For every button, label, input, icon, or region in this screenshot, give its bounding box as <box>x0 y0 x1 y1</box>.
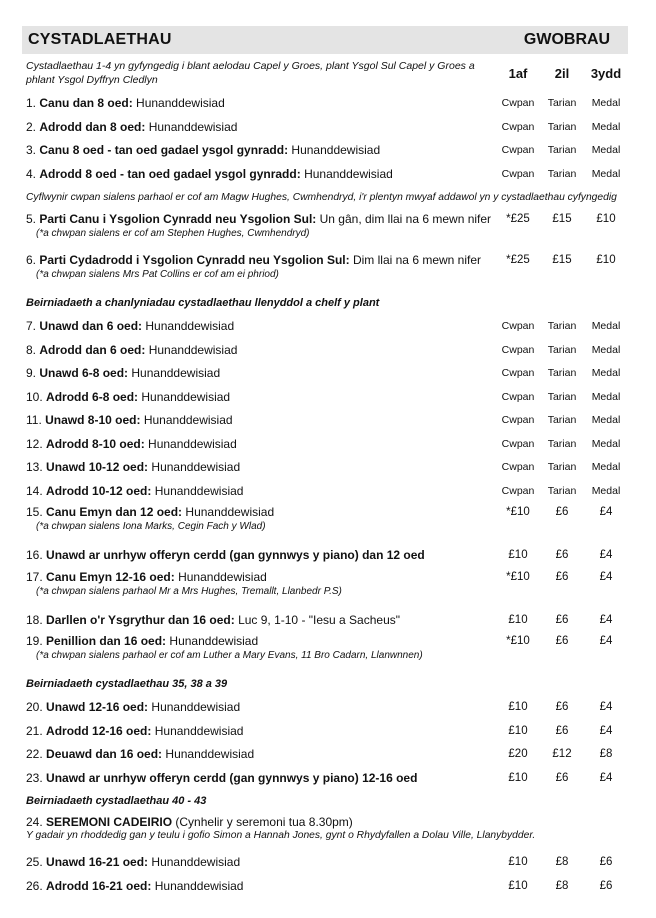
group-restricted <box>22 92 628 186</box>
prize-second: £6 <box>555 613 569 626</box>
prizes-heading: GWOBRAU <box>523 31 611 48</box>
competition-row <box>22 544 628 568</box>
competition-detail <box>26 120 496 135</box>
prize-third: Medal <box>591 437 621 450</box>
competition-piece: Hunanddewisiad <box>148 436 237 451</box>
competition-row <box>22 767 628 791</box>
trophy-note: (*a chwpan sialens Mrs Pat Collins er cof am ei phriod) <box>36 269 279 280</box>
dedication-note: Cyflwynir cwpan sialens parhaol er cof am Magw Hughes, Cwmhendryd, i'r plentyn mwyaf addawol yn y cystadlaethau cyfyngedig <box>26 192 617 203</box>
prize-third: Medal <box>591 414 621 427</box>
competition-row <box>22 875 628 899</box>
competition-name: Unawd 8-10 oed: <box>45 413 141 428</box>
competition-piece: Hunanddewisiad <box>141 389 231 404</box>
prize-first: £10 <box>508 613 528 626</box>
prize-third: £4 <box>599 570 613 583</box>
prize-values <box>496 700 628 715</box>
prize-third: Medal <box>591 167 621 180</box>
competition-name: Deuawd dan 16 oed: <box>46 747 163 762</box>
competition-number: 25. <box>26 855 43 870</box>
prize-second: Tarian <box>547 167 577 180</box>
trophy-note: (*a chwpan sialens er cof am Stephen Hughes, Cwmhendryd) <box>36 228 310 239</box>
prize-values <box>496 747 628 762</box>
competition-name: Canu Emyn 12-16 oed: <box>46 569 175 584</box>
chair-note: Y gadair yn rhoddedig gan y teulu i gofio Simon a Hannah Jones, gynt o Rhydyfallen a Dolau Ville, Llanybydder. <box>26 830 536 841</box>
competition-detail <box>26 460 496 475</box>
header-bar <box>22 26 628 54</box>
prize-first: *£10 <box>506 635 530 647</box>
column-second: 2il <box>554 65 570 81</box>
prize-first: Cwpan <box>501 167 535 180</box>
group-under-12 <box>22 315 628 503</box>
prize-second: £6 <box>555 570 569 583</box>
competition-number: 22. <box>26 747 43 762</box>
competition-piece: Hunanddewisiad <box>143 413 233 428</box>
competition-name: Unawd 6-8 oed: <box>39 366 129 381</box>
prize-second: Tarian <box>547 367 577 380</box>
prize-values <box>496 120 628 135</box>
intro-row <box>22 54 628 92</box>
prize-values <box>496 253 628 268</box>
competition-piece: Hunanddewisiad <box>151 460 241 475</box>
prize-values <box>496 634 628 649</box>
competition-piece: Hunanddewisiad <box>178 569 267 584</box>
section-heading-literary: Beirniadaeth a chanlyniadau cystadlaethau llenyddol a chelf y plant <box>26 297 380 309</box>
competitions-heading: CYSTADLAETHAU <box>28 31 172 48</box>
prize-third: Medal <box>591 144 621 157</box>
competition-number: 8. <box>26 342 37 357</box>
prize-second: £6 <box>555 701 569 714</box>
competition-row <box>22 456 628 480</box>
prize-values <box>496 505 628 520</box>
prize-values <box>496 319 628 334</box>
competition-row <box>22 251 628 292</box>
prize-first: £20 <box>508 748 528 761</box>
competition-piece: Hunanddewisiad <box>154 483 244 498</box>
competition-row <box>22 163 628 187</box>
prize-second: £6 <box>555 506 569 518</box>
competition-row <box>22 632 628 673</box>
competition-name: Unawd ar unrhyw offeryn cerdd (gan gynnwys y piano) 12-16 oed <box>46 770 418 785</box>
prize-third: Medal <box>591 367 621 380</box>
prize-first: £10 <box>508 724 528 737</box>
competition-row <box>22 139 628 163</box>
competition-number: 13. <box>26 460 43 475</box>
competition-detail <box>26 484 496 499</box>
prize-second: £6 <box>555 771 569 784</box>
competition-detail <box>26 771 496 786</box>
competition-number: 11. <box>26 413 42 428</box>
chairing-ceremony <box>22 813 628 851</box>
competition-number: 19. <box>26 634 43 648</box>
competition-name: Parti Canu i Ysgolion Cynradd neu Ysgolion Sul: <box>39 212 317 226</box>
competition-piece: Hunanddewisiad <box>145 319 235 334</box>
prize-values <box>496 484 628 499</box>
competition-name: Penillion dan 16 oed: <box>46 634 167 648</box>
prize-values <box>496 212 628 227</box>
competition-detail <box>26 366 496 381</box>
competition-piece: Hunanddewisiad <box>151 700 241 715</box>
group-12-16 <box>22 696 628 790</box>
competition-number: 17. <box>26 569 43 584</box>
competition-row <box>22 720 628 744</box>
prize-first: *£25 <box>506 213 530 225</box>
competition-piece: Hunanddewisiad <box>185 505 275 519</box>
competition-row <box>22 339 628 363</box>
competition-piece: Hunanddewisiad <box>154 723 244 738</box>
competition-name: Unawd ar unrhyw offeryn cerdd (gan gynnwys y piano) dan 12 oed <box>46 548 425 563</box>
prize-third: Medal <box>591 390 621 403</box>
competition-number: 9. <box>26 366 37 381</box>
competition-piece: Dim llai na 6 mewn nifer <box>352 253 482 267</box>
competition-row <box>22 851 628 875</box>
competition-detail <box>26 253 496 281</box>
prize-first: £10 <box>508 549 528 562</box>
competition-number: 12. <box>26 436 43 451</box>
competition-detail <box>26 613 496 628</box>
section-heading-35-38-39: Beirniadaeth cystadlaethau 35, 38 a 39 <box>26 678 228 690</box>
competition-row <box>22 503 628 544</box>
competition-name: Adrodd 8-10 oed: <box>46 436 145 451</box>
competition-detail <box>26 879 496 894</box>
prize-first: Cwpan <box>501 120 535 133</box>
competition-number: 15. <box>26 505 43 519</box>
competition-detail <box>26 437 496 452</box>
competition-number: 7. <box>26 319 37 334</box>
prize-first: £10 <box>508 771 528 784</box>
competition-row <box>22 743 628 767</box>
prize-values <box>496 460 628 475</box>
prize-values <box>496 771 628 786</box>
prize-third: Medal <box>591 320 621 333</box>
prize-second: Tarian <box>547 390 577 403</box>
competition-number: 3. <box>26 143 37 158</box>
prize-third: £4 <box>599 635 613 647</box>
competition-row <box>22 92 628 116</box>
competition-number: 23. <box>26 770 43 785</box>
prize-values <box>496 437 628 452</box>
prize-first: Cwpan <box>501 437 535 450</box>
competition-name: Unawd 16-21 oed: <box>46 855 149 870</box>
prize-first: *£25 <box>506 254 530 266</box>
competition-piece: Hunanddewisiad <box>131 366 221 381</box>
competition-detail <box>26 548 496 563</box>
competition-name: Adrodd 8 oed - tan oed gadael ysgol gynradd: <box>39 166 301 181</box>
competition-name: Unawd 12-16 oed: <box>46 700 149 715</box>
chair-title: SEREMONI CADEIRIO <box>46 815 173 829</box>
prize-first: *£10 <box>506 570 530 583</box>
competition-name: Adrodd dan 6 oed: <box>39 342 146 357</box>
competition-piece: Hunanddewisiad <box>169 634 259 648</box>
competition-detail <box>26 390 496 405</box>
prize-second: Tarian <box>547 461 577 474</box>
competition-number: 26. <box>26 878 43 893</box>
prize-third: Medal <box>591 484 621 497</box>
prize-first: Cwpan <box>501 343 535 356</box>
prize-values <box>496 613 628 628</box>
competition-detail <box>26 343 496 358</box>
competition-detail <box>26 96 496 111</box>
prize-values <box>496 167 628 182</box>
competition-number: 14. <box>26 483 43 498</box>
competition-number: 1. <box>26 96 37 111</box>
prize-first: Cwpan <box>501 484 535 497</box>
trophy-note: (*a chwpan sialens parhaol Mr a Mrs Hughes, Tremallt, Llanbedr P.S) <box>36 585 342 597</box>
group-hymns-instruments <box>22 503 628 673</box>
competition-name: Canu Emyn dan 12 oed: <box>46 505 183 519</box>
prize-third: £4 <box>599 724 613 737</box>
prize-values <box>496 548 628 563</box>
competition-name: Unawd dan 6 oed: <box>39 319 143 334</box>
prize-third: £8 <box>599 748 613 761</box>
prize-first: £10 <box>508 879 528 892</box>
competition-name: Parti Cydadrodd i Ysgolion Cynradd neu Ysgolion Sul: <box>39 253 350 267</box>
prize-third: £4 <box>599 613 613 626</box>
competition-row <box>22 116 628 140</box>
prize-first: £10 <box>508 856 528 869</box>
competition-piece: Hunanddewisiad <box>148 342 238 357</box>
competition-row <box>22 315 628 339</box>
competition-number: 21. <box>26 723 43 738</box>
competition-row <box>22 210 628 251</box>
prize-third: £6 <box>599 879 613 892</box>
prize-first: Cwpan <box>501 390 535 403</box>
competition-piece: Hunanddewisiad <box>148 119 238 134</box>
prize-first: Cwpan <box>501 461 535 474</box>
prize-values <box>496 879 628 894</box>
competition-detail <box>26 167 496 182</box>
competition-name: Adrodd 12-16 oed: <box>46 723 152 738</box>
chair-num: 24. <box>26 815 43 829</box>
competition-piece: Luc 9, 1-10 - "Iesu a Sacheus" <box>238 612 401 627</box>
competition-piece: Hunanddewisiad <box>304 166 393 181</box>
prize-third: £10 <box>596 254 616 266</box>
chair-time: (Cynhelir y seremoni tua 8.30pm) <box>175 815 353 829</box>
competition-piece: Hunanddewisiad <box>291 143 381 158</box>
competition-detail <box>26 505 496 533</box>
prize-second: Tarian <box>547 120 577 133</box>
competition-piece: Hunanddewisiad <box>165 747 255 762</box>
competition-row <box>22 696 628 720</box>
competition-row <box>22 609 628 633</box>
prize-second: Tarian <box>547 144 577 157</box>
prize-values <box>496 96 628 111</box>
competition-detail <box>26 700 496 715</box>
competition-name: Adrodd 6-8 oed: <box>46 389 139 404</box>
competition-detail <box>26 570 496 598</box>
competition-list <box>22 26 628 898</box>
prize-third: Medal <box>591 461 621 474</box>
prize-second: Tarian <box>547 437 577 450</box>
group-parties <box>22 210 628 292</box>
competition-row <box>22 568 628 609</box>
competition-detail <box>26 855 496 870</box>
prize-second: £8 <box>555 856 569 869</box>
competition-number: 5. <box>26 212 37 226</box>
prize-first: Cwpan <box>501 414 535 427</box>
competition-detail <box>26 212 496 240</box>
prize-values <box>496 413 628 428</box>
prize-first: *£10 <box>506 506 530 518</box>
prize-third: Medal <box>591 97 621 110</box>
competition-name: Adrodd 16-21 oed: <box>46 878 152 893</box>
competition-piece: Hunanddewisiad <box>154 878 244 893</box>
prize-values <box>496 143 628 158</box>
prize-first: £10 <box>508 701 528 714</box>
prize-first: Cwpan <box>501 97 535 110</box>
prize-second: Tarian <box>547 414 577 427</box>
competition-detail <box>26 319 496 334</box>
column-third: 3ydd <box>590 65 622 81</box>
prize-values <box>496 390 628 405</box>
competition-name: Adrodd 10-12 oed: <box>46 483 152 498</box>
competition-row <box>22 433 628 457</box>
competition-name: Adrodd dan 8 oed: <box>39 119 146 134</box>
prize-second: £15 <box>552 254 572 266</box>
competition-number: 2. <box>26 119 37 134</box>
competition-number: 20. <box>26 700 43 715</box>
column-first: 1af <box>508 65 528 81</box>
prize-third: £10 <box>596 213 616 225</box>
competition-name: Darllen o'r Ysgrythur dan 16 oed: <box>46 612 235 627</box>
prize-third: £4 <box>599 549 613 562</box>
competition-number: 18. <box>26 612 43 627</box>
prize-third: £4 <box>599 701 613 714</box>
prize-second: £12 <box>552 748 572 761</box>
competition-row <box>22 409 628 433</box>
prize-first: Cwpan <box>501 144 535 157</box>
prize-third: £4 <box>599 506 613 518</box>
competition-detail <box>26 747 496 762</box>
prize-third: £4 <box>599 771 613 784</box>
prize-values <box>496 366 628 381</box>
prize-third: Medal <box>591 120 621 133</box>
competition-piece: Hunanddewisiad <box>151 855 241 870</box>
competition-number: 4. <box>26 166 37 181</box>
prize-second: £6 <box>555 724 569 737</box>
group-16-21 <box>22 851 628 898</box>
intro-text: Cystadlaethau 1-4 yn gyfyngedig i blant aelodau Capel y Groes, plant Ysgol Sul Capel y Groes a phlant Ysgol Dyffryn Cledlyn <box>26 60 475 86</box>
competition-row <box>22 386 628 410</box>
competition-row <box>22 480 628 504</box>
competition-number: 10. <box>26 389 43 404</box>
competition-detail <box>26 143 496 158</box>
competition-detail <box>26 634 496 662</box>
competition-name: Canu dan 8 oed: <box>39 96 133 111</box>
competition-number: 16. <box>26 548 43 563</box>
prize-second: Tarian <box>547 343 577 356</box>
prize-values <box>496 855 628 870</box>
prize-third: Medal <box>591 343 621 356</box>
prize-columns <box>496 66 628 81</box>
prize-second: £15 <box>552 213 572 225</box>
prize-second: £6 <box>555 549 569 562</box>
competition-name: Unawd 10-12 oed: <box>46 460 149 475</box>
trophy-note: (*a chwpan sialens parhaol er cof am Luther a Mary Evans, 11 Bro Cadarn, Llanwnnen) <box>36 650 423 661</box>
prize-second: £6 <box>555 635 569 647</box>
prize-third: £6 <box>599 856 613 869</box>
competition-detail <box>26 413 496 428</box>
prize-values <box>496 724 628 739</box>
prize-first: Cwpan <box>501 320 535 333</box>
prize-values <box>496 570 628 585</box>
trophy-note: (*a chwpan sialens Iona Marks, Cegin Fach y Wlad) <box>36 521 266 532</box>
prize-second: £8 <box>555 879 569 892</box>
competition-number: 6. <box>26 253 37 267</box>
competition-row <box>22 362 628 386</box>
competition-detail <box>26 724 496 739</box>
prize-second: Tarian <box>547 97 577 110</box>
prize-values <box>496 343 628 358</box>
competition-piece: Un gân, dim llai na 6 mewn nifer <box>319 212 492 226</box>
competition-piece: Hunanddewisiad <box>136 96 225 111</box>
prize-first: Cwpan <box>501 367 535 380</box>
prize-second: Tarian <box>547 320 577 333</box>
competition-name: Canu 8 oed - tan oed gadael ysgol gynradd: <box>39 143 289 158</box>
section-heading-40-43: Beirniadaeth cystadlaethau 40 - 43 <box>26 795 207 807</box>
prize-second: Tarian <box>547 484 577 497</box>
